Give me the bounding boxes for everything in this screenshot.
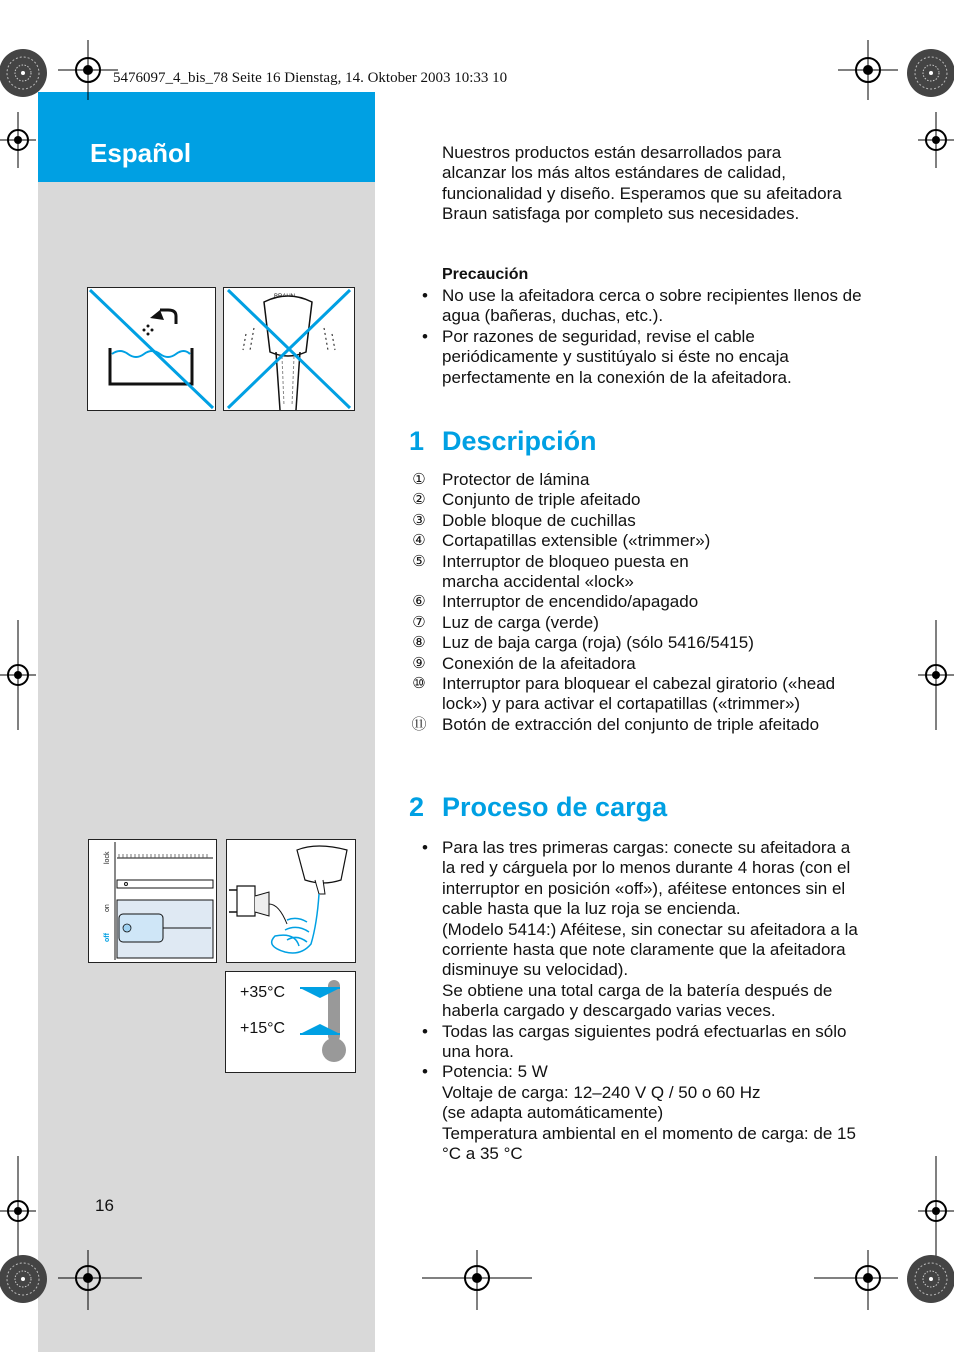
part-label: Interruptor para bloquear el cabezal giratorio («head lock») y para activar el cortapatillas («trimmer») [442, 674, 836, 714]
registration-mark-icon [0, 1156, 36, 1266]
part-number: ⑥ [412, 593, 426, 611]
part-label: Luz de baja carga (roja) (sólo 5416/5415) [442, 633, 754, 653]
list-item [408, 511, 868, 531]
registration-mark-icon [0, 112, 36, 168]
color-rosette-icon [0, 1254, 48, 1304]
charging-paragraph: • Para las tres primeras cargas: conecte su afeitadora a la red y cárguela por lo menos durante 4 horas (con el interruptor en posición «off»), aféitese entonces sin el cable hasta que la luz roja se encienda. [442, 838, 851, 919]
part-number: ⑦ [412, 613, 426, 631]
part-label: Conexión de la afeitadora [442, 653, 636, 673]
list-item [408, 552, 722, 593]
part-number: ⑨ [412, 654, 426, 672]
section-number: 1 [409, 426, 425, 456]
list-item [422, 1062, 862, 1164]
caution-heading: Precaución [442, 266, 529, 283]
part-number: ② [412, 491, 426, 509]
part-number: ⑤ [412, 552, 426, 570]
list-item [408, 674, 842, 715]
thermometer-icon [296, 976, 352, 1068]
color-rosette-icon [906, 48, 954, 98]
temperature-high-label: +35°C [240, 984, 286, 1001]
part-label: Interruptor de encendido/apagado [442, 592, 699, 612]
charging-paragraph: Se obtiene una total carga de la batería después de haberla cargado y descargado varias veces. [442, 980, 833, 1021]
list-item [408, 654, 868, 674]
registration-mark-icon [422, 1250, 532, 1310]
figure-charging-cord [226, 839, 356, 963]
part-label: Interruptor de bloqueo puesta en marcha accidental «lock» [442, 551, 689, 592]
section-title: Proceso de carga [442, 792, 668, 822]
part-label: Luz de carga (verde) [442, 612, 599, 632]
list-item [408, 613, 868, 633]
registration-mark-icon [918, 112, 954, 168]
part-label: Doble bloque de cuchillas [442, 510, 636, 530]
part-label: Conjunto de triple afeitado [442, 490, 641, 510]
caution-list [422, 286, 862, 388]
part-number: ① [412, 471, 426, 488]
intro-paragraph: Nuestros productos están desarrollados para alcanzar los más altos estándares de calidad, funcionalidad y diseño. Esperamos que su afeitadora Braun satisfaga por completo sus necesidades. [442, 143, 842, 224]
parts-list [408, 470, 868, 735]
charging-shaver-icon [227, 840, 355, 962]
shaver-water-icon [224, 288, 354, 410]
switch-panel-drawing [89, 840, 216, 962]
charging-paragraph: Temperatura ambiental en el momento de carga: de 15 °C a 35 °C [442, 1123, 856, 1164]
language-header-bar [38, 92, 375, 182]
registration-mark-icon [918, 1156, 954, 1266]
section-2-heading [409, 792, 667, 823]
switch-label-off: off [104, 933, 111, 942]
print-header-line: 5476097_4_bis_78 Seite 16 Dienstag, 14. Oktober 2003 10:33 10 [113, 70, 508, 86]
section-title: Descripción [442, 426, 597, 456]
part-number: ④ [412, 532, 426, 550]
left-sidebar-panel [38, 92, 375, 1352]
section-1-heading [409, 426, 597, 457]
charging-paragraph: • Potencia: 5 W [442, 1062, 548, 1082]
part-number: ③ [412, 511, 426, 529]
language-title: Español [90, 138, 192, 168]
charging-paragraph: Voltaje de carga: 12–240 V Q / 50 o 60 Hz [442, 1082, 761, 1102]
registration-mark-icon [918, 620, 954, 730]
part-number: ⑧ [412, 634, 426, 652]
list-item [408, 470, 868, 490]
charging-paragraph: • Todas las cargas siguientes podrá efectuarlas en sólo una hora. [442, 1021, 847, 1062]
part-label: Protector de lámina [442, 470, 590, 489]
switch-label-lock: lock [104, 851, 111, 864]
list-item [408, 715, 868, 735]
figure-no-bath-shower [87, 287, 216, 411]
list-item [422, 838, 862, 1022]
charging-paragraph: (se adapta automáticamente) [442, 1103, 664, 1123]
figure-no-shaver-water [223, 287, 355, 411]
registration-mark-icon [58, 1250, 142, 1310]
color-rosette-icon [0, 48, 48, 98]
page-number: 16 [95, 1196, 114, 1215]
part-label: Cortapatillas extensible («trimmer») [442, 531, 711, 551]
temperature-low-label: +15°C [240, 1020, 286, 1037]
registration-mark-icon [58, 40, 118, 100]
figure-temperature-range [225, 971, 356, 1073]
bathtub-shower-icon [88, 288, 215, 410]
charging-list [422, 838, 862, 1165]
list-item: • Por razones de seguridad, revise el cable periódicamente y sustitúyalo si éste no encaja perfectamente en la conexión de la afeitadora. [422, 327, 862, 388]
list-item [422, 1022, 862, 1063]
list-item [408, 633, 868, 653]
registration-mark-icon [814, 1250, 898, 1310]
registration-mark-icon [838, 40, 898, 100]
switch-label-on: on [104, 904, 111, 912]
list-item [408, 531, 868, 551]
registration-mark-icon [0, 620, 36, 730]
color-rosette-icon [906, 1254, 954, 1304]
charging-paragraph: (Modelo 5414:) Aféitese, sin conectar su afeitadora a la corriente hasta que note claramente que la afeitadora disminuye su velocidad). [442, 919, 858, 980]
list-item [408, 490, 868, 510]
part-number: ⑩ [412, 675, 426, 693]
list-item: • No use la afeitadora cerca o sobre recipientes llenos de agua (bañeras, duchas, etc.). [422, 286, 862, 327]
figure-switch-panel [88, 839, 217, 963]
part-number: ⑪ [411, 715, 427, 733]
section-number: 2 [409, 792, 425, 822]
part-label: Botón de extracción del conjunto de triple afeitado [442, 714, 820, 734]
list-item [408, 592, 868, 612]
